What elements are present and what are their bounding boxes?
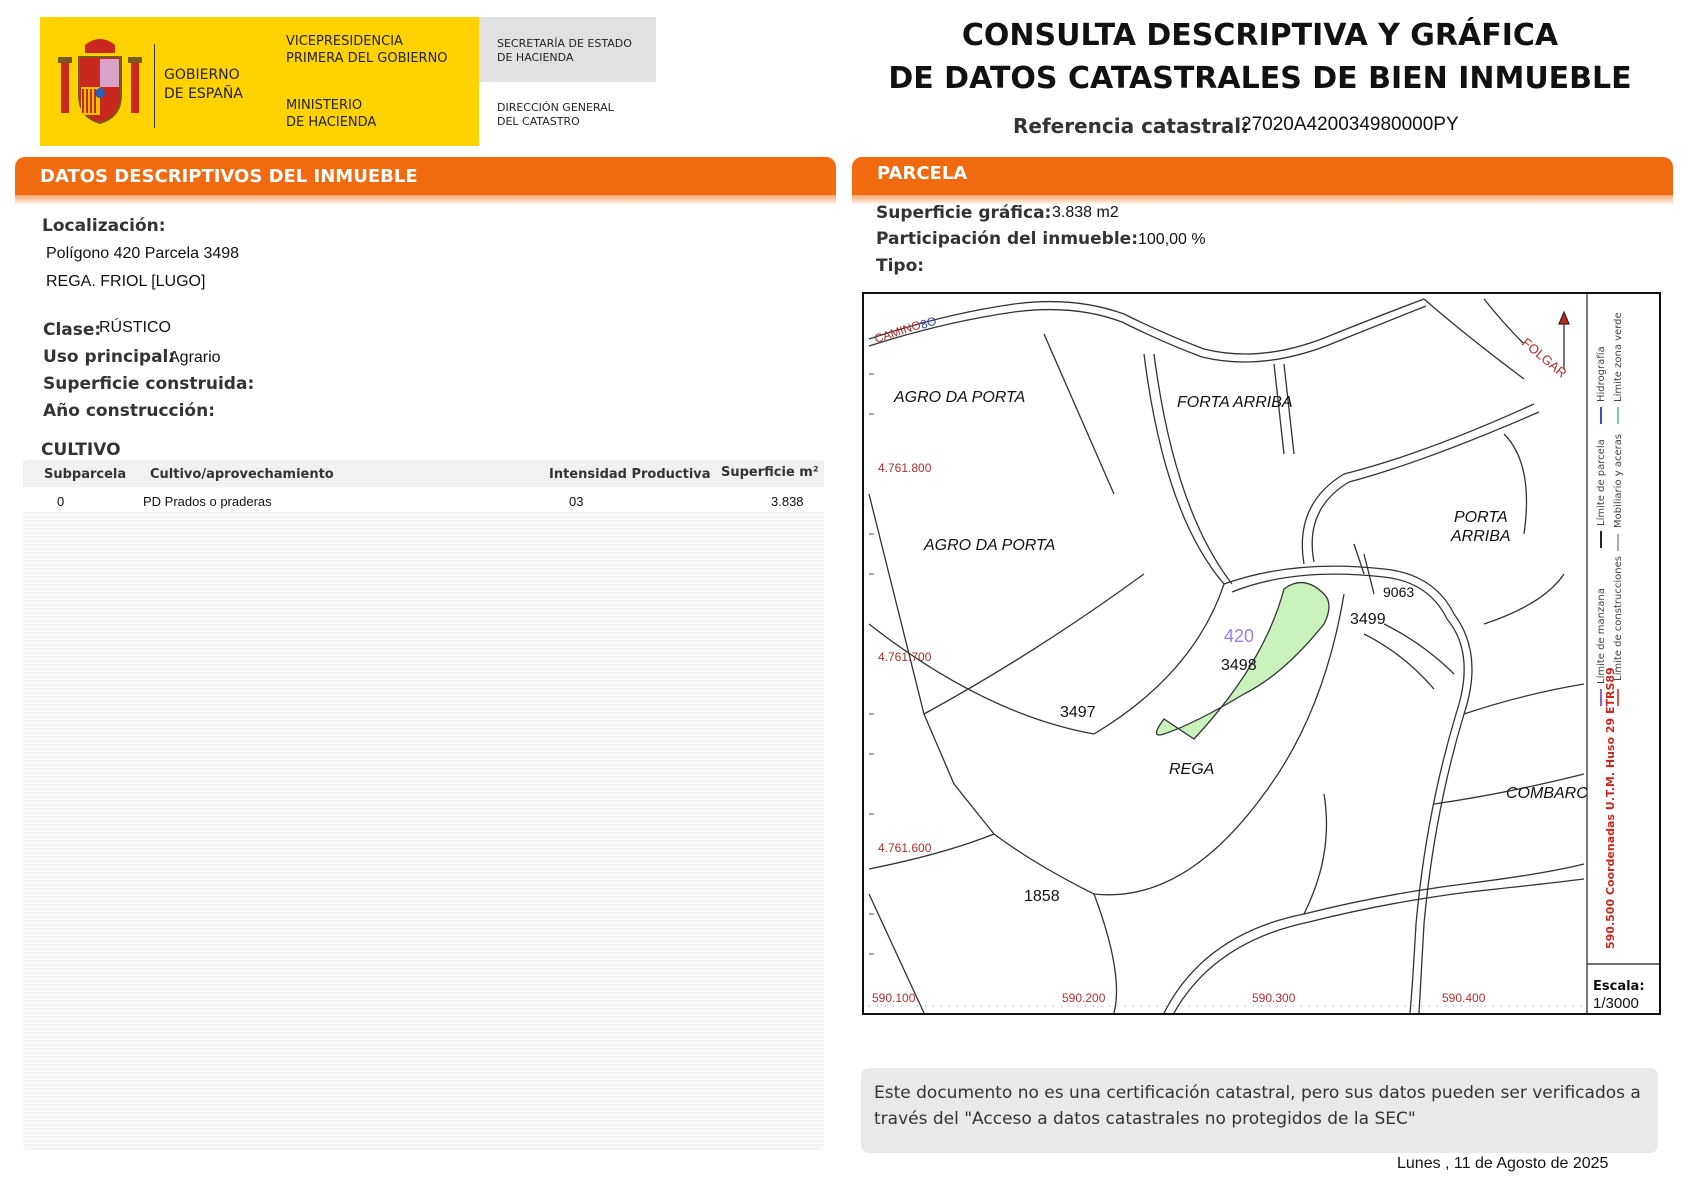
map-label-folgar: FOLGAR xyxy=(1519,334,1570,381)
header-divider xyxy=(154,44,155,128)
coord-y-1: 4.761.800 xyxy=(878,461,932,475)
map-label-3499: 3499 xyxy=(1350,611,1386,628)
cadastral-map[interactable] xyxy=(862,292,1661,1015)
secretaria-line2: DE HACIENDA xyxy=(497,51,574,64)
th-superficie: Superficie m² xyxy=(721,465,819,480)
direccion-line1: DIRECCIÓN GENERAL xyxy=(497,101,614,114)
clase-value: RÚSTICO xyxy=(99,319,171,336)
clase-label: Clase: xyxy=(43,320,102,340)
superficie-construida-label: Superficie construida: xyxy=(43,374,255,394)
map-label-camino: CAMINO xyxy=(872,317,923,346)
title-line1: CONSULTA DESCRIPTIVA Y GRÁFICA xyxy=(961,18,1559,53)
map-label-porta2: ARRIBA xyxy=(1451,528,1511,545)
coord-x-2: 590.200 xyxy=(1062,991,1106,1005)
vicepresidencia-line2: PRIMERA DEL GOBIERNO xyxy=(286,51,448,66)
gov-name-line1: GOBIERNO xyxy=(164,67,240,83)
parcela-section-title: PARCELA xyxy=(877,163,968,184)
direccion-text xyxy=(497,101,614,129)
map-label-combarc: COMBARC xyxy=(1506,785,1588,802)
map-label-polygon: 420 xyxy=(1224,626,1255,646)
vicepresidencia-text xyxy=(286,33,448,67)
ministerio-line2: DE HACIENDA xyxy=(286,115,377,130)
coord-x-4: 590.400 xyxy=(1442,991,1486,1005)
cell-cultivo: PD Prados o praderas xyxy=(143,494,272,509)
map-label-porta1: PORTA xyxy=(1454,509,1508,526)
cultivo-title: CULTIVO xyxy=(41,440,121,460)
legend-mobiliario: Mobiliario y aceras xyxy=(1613,433,1624,528)
localizacion-label: Localización: xyxy=(42,216,166,236)
map-label-forta: FORTA ARRIBA xyxy=(1177,394,1293,411)
map-labels-layer xyxy=(864,294,1659,1013)
ref-value: 27020A420034980000PY xyxy=(1241,114,1459,135)
cell-subparcela: 0 xyxy=(57,494,65,509)
map-label-3497: 3497 xyxy=(1060,704,1096,721)
localizacion-line2: REGA. FRIOL [LUGO] xyxy=(46,273,206,290)
disclaimer-text: Este documento no es una certificación catastral, pero sus datos pueden ser verificados a través del "Acceso a datos catastrales no protegidos de la SEC" xyxy=(874,1083,1641,1129)
secretaria-line1: SECRETARÍA DE ESTADO xyxy=(497,37,632,50)
legend-zona-verde: Límite zona verde xyxy=(1613,312,1624,402)
descriptive-section-title: DATOS DESCRIPTIVOS DEL INMUEBLE xyxy=(40,166,418,187)
parcela-section-header xyxy=(852,157,1673,195)
legend-hidrografia: Hidrografía xyxy=(1596,346,1607,402)
superficie-grafica-value: 3.838 m2 xyxy=(1052,204,1119,221)
document-title xyxy=(880,18,1640,96)
secretaria-text xyxy=(497,37,632,65)
uso-label: Uso principal: xyxy=(43,347,176,367)
vicepresidencia-line1: VICEPRESIDENCIA xyxy=(286,34,403,49)
coat-of-arms-icon xyxy=(55,33,145,128)
map-label-3498: 3498 xyxy=(1221,657,1257,674)
coord-y-2: 4.761.700 xyxy=(878,650,932,664)
ref-label: Referencia catastral: xyxy=(1013,114,1250,138)
superficie-grafica-label: Superficie gráfica: xyxy=(876,203,1052,223)
map-label-eo: 8O xyxy=(918,313,939,332)
coord-x-1: 590.100 xyxy=(872,991,916,1005)
coord-x-3: 590.300 xyxy=(1252,991,1296,1005)
scale-value: 1/3000 xyxy=(1593,995,1639,1012)
map-label-rega: REGA xyxy=(1169,761,1215,778)
ministerio-text xyxy=(286,97,376,131)
descriptive-section-header xyxy=(15,157,836,195)
participacion-value: 100,00 % xyxy=(1138,231,1206,248)
participacion-label: Participación del inmueble: xyxy=(876,229,1139,249)
footer-date: Lunes , 11 de Agosto de 2025 xyxy=(1397,1155,1609,1172)
legend-limite-parcela: Límite de parcela xyxy=(1596,439,1607,526)
disclaimer-note xyxy=(861,1068,1658,1153)
map-label-1858: 1858 xyxy=(1024,888,1060,905)
th-intensidad: Intensidad Productiva xyxy=(549,467,711,482)
legend-limite-construcciones: Límite de construcciones xyxy=(1613,556,1624,681)
direccion-line2: DEL CATASTRO xyxy=(497,115,580,128)
title-line2: DE DATOS CATASTRALES DE BIEN INMUEBLE xyxy=(888,61,1632,96)
cell-superficie: 3.838 xyxy=(771,494,804,509)
map-label-9063: 9063 xyxy=(1383,584,1415,600)
uso-value: Agrario xyxy=(169,349,221,366)
th-subparcela: Subparcela xyxy=(44,467,127,482)
legend-limite-manzana: Límite de manzana xyxy=(1596,588,1607,684)
localizacion-line1: Polígono 420 Parcela 3498 xyxy=(46,245,240,262)
cultivo-table-background xyxy=(23,460,824,1150)
map-label-agro2: AGRO DA PORTA xyxy=(924,537,1056,554)
coord-y-3: 4.761.600 xyxy=(878,841,932,855)
section-fade xyxy=(15,195,836,205)
map-label-agro1: AGRO DA PORTA xyxy=(894,389,1026,406)
utm-note: 590.500 Coordenadas U.T.M. Huso 29 ETRS89 xyxy=(1604,667,1617,949)
gov-name xyxy=(164,66,243,104)
cell-intensidad: 03 xyxy=(569,494,584,509)
tipo-label: Tipo: xyxy=(876,256,925,276)
ministerio-line1: MINISTERIO xyxy=(286,98,363,113)
anio-construccion-label: Año construcción: xyxy=(43,401,216,421)
th-cultivo: Cultivo/aprovechamiento xyxy=(150,467,334,482)
gov-name-line2: DE ESPAÑA xyxy=(164,86,243,102)
scale-label: Escala: xyxy=(1593,979,1645,994)
